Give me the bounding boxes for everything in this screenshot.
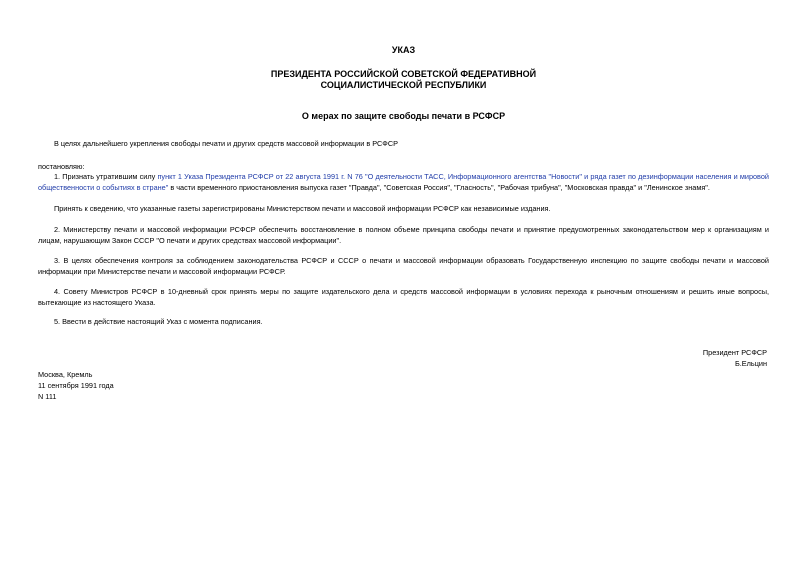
document-issuer [0,69,807,91]
issuer-line-2: СОЦИАЛИСТИЧЕСКОЙ РЕСПУБЛИКИ [320,80,487,90]
paragraph-2: 2. Министерству печати и массовой информации РСФСР обеспечить восстановление в полном объеме принципа свободы печати и принятие предусмотренных законодательством мер к организациям и лицам, нарушающим Закон СССР "О печати и других средствах массовой информации". [38,225,769,245]
decree-word: постановляю: [38,162,85,171]
paragraph-1-note: Принять к сведению, что указанные газеты зарегистрированы Министерством печати и массовой информации РСФСР как независимые издания. [54,204,551,213]
document-number: N 111 [38,392,57,401]
paragraph-1-prefix: 1. Признать утратившим силу [54,172,158,181]
paragraph-1-suffix: в части временного приостановления выпуска газет "Правда", "Советская Россия", "Гласность", "Рабочая трибуна", "Московская правда" и "Ленинское знамя". [168,182,710,192]
document-subject: О мерах по защите свободы печати в РСФСР [301,111,506,121]
issuer-line-1: ПРЕЗИДЕНТА РОССИЙСКОЙ СОВЕТСКОЙ ФЕДЕРАТИВНОЙ [270,69,537,79]
intro-paragraph: В целях дальнейшего укрепления свободы печати и других средств массовой информации в РСФСР [54,139,398,148]
signature-block [703,347,767,369]
referenced-decree-link[interactable]: пункт 1 Указа Президента РСФСР от 22 августа 1991 г. N 76 "О деятельности ТАСС, Информационного агентства "Новости" и ряда газет по дезинформации населения и мировой общественности о событиях в стране" [38,172,769,192]
paragraph-5: 5. Ввести в действие настоящий Указ с момента подписания. [54,317,263,326]
signatory-name: Б.Ельцин [734,359,767,368]
signatory-position: Президент РСФСР [702,348,767,357]
place-date-block [38,369,114,402]
signing-date: 11 сентября 1991 года [38,381,114,390]
document-title: УКАЗ [391,45,416,55]
paragraph-4: 4. Совету Министров РСФСР в 10-дневный срок принять меры по защите издательского дела и средств массовой информации в условиях перехода к рыночным отношениям и решить иные вопросы, вытекающие из настоящего Указа. [38,287,769,307]
signing-place: Москва, Кремль [38,370,93,379]
paragraph-3: 3. В целях обеспечения контроля за соблюдением законодательства РСФСР и СССР о печати и массовой информации образовать Государственную инспекцию по защите свободы печати и массовой информации при Министерстве печати и массовой информации РСФСР. [38,256,769,276]
paragraph-1 [38,172,769,193]
